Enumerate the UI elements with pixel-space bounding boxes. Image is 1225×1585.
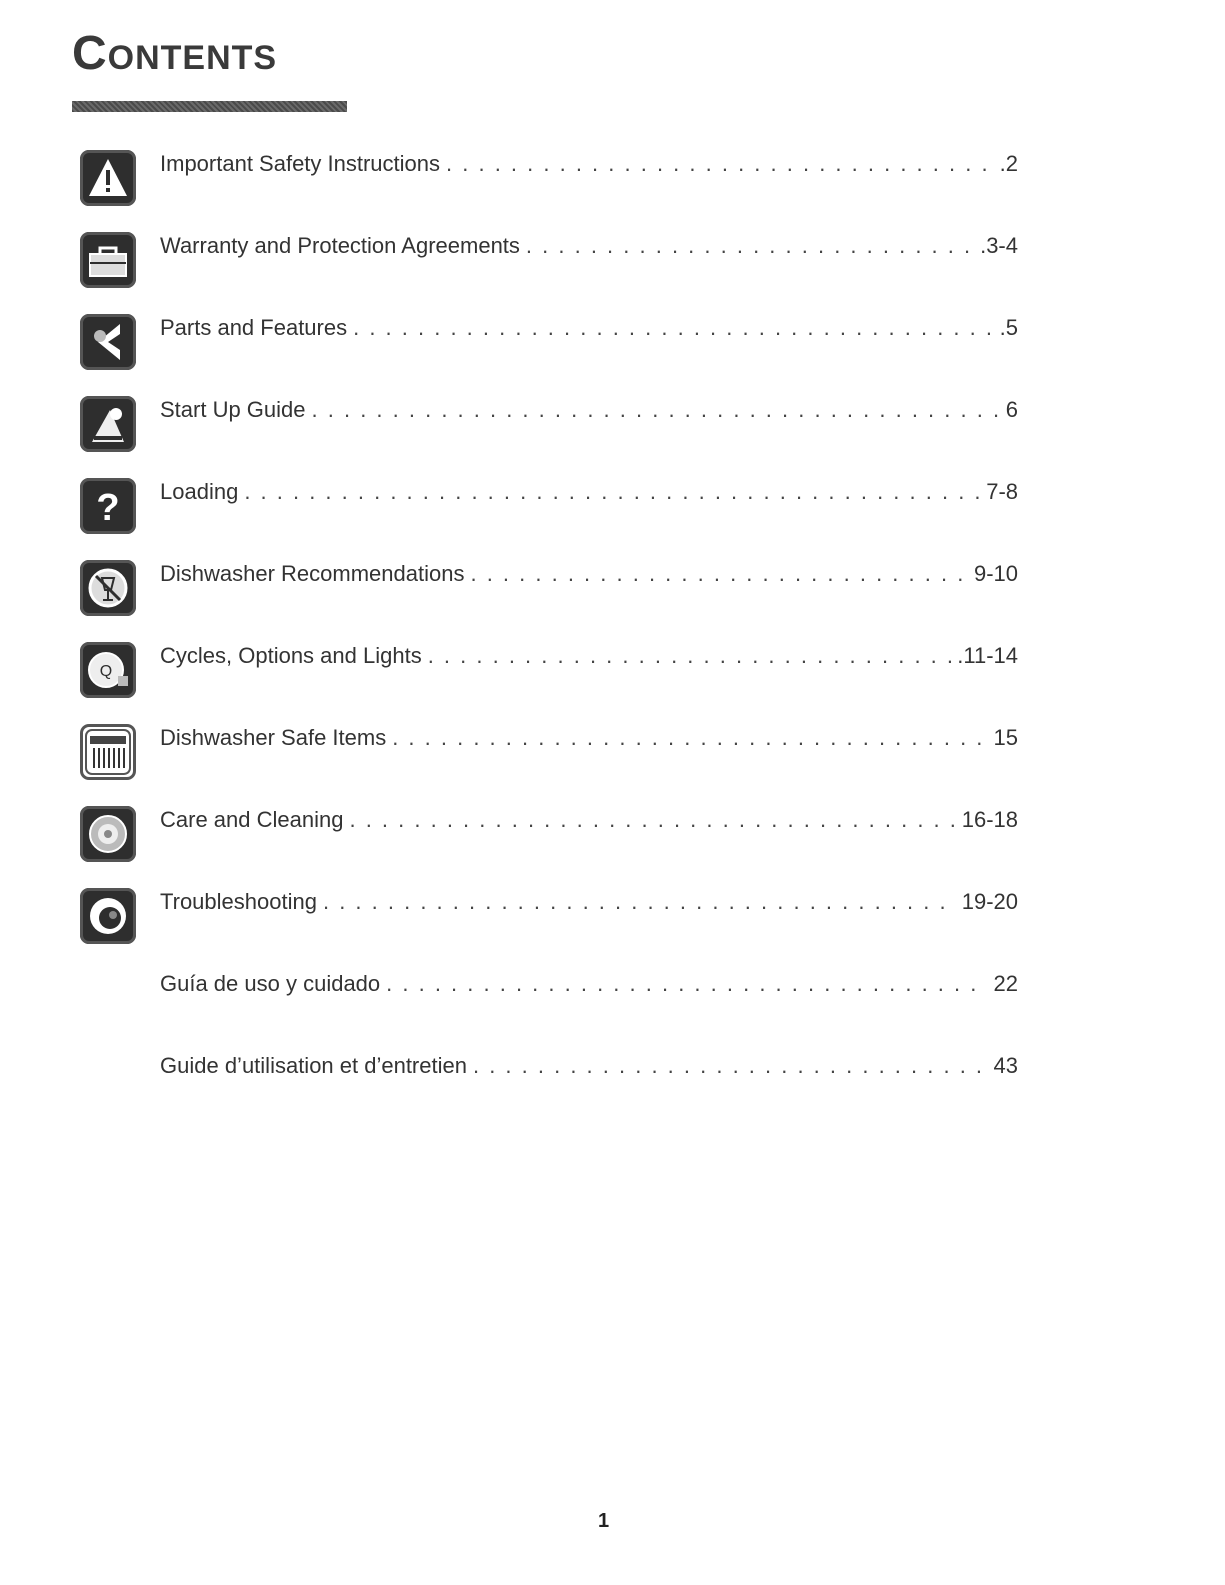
toc-label: Warranty and Protection Agreements — [160, 233, 520, 258]
toc-entry-warranty[interactable] — [80, 232, 1020, 292]
arrow-icon — [80, 314, 136, 370]
toc-entry-safety[interactable] — [80, 150, 1020, 210]
toc-entry-care[interactable] — [80, 806, 1020, 866]
page-number: 1 — [598, 1510, 610, 1532]
toc-label: Guía de uso y cuidado — [160, 971, 381, 996]
toc-page: 19-20 — [961, 889, 1018, 914]
toc-entry-recommendations[interactable] — [80, 560, 1020, 620]
toc-label: Important Safety Instructions — [160, 151, 441, 176]
toc-entry-french-guide[interactable] — [80, 1052, 1020, 1112]
toc-entry-start-up[interactable] — [80, 396, 1020, 456]
toc-page: .5 — [999, 315, 1018, 340]
toc-label: Dishwasher Recommendations — [160, 561, 465, 586]
dot-leader — [392, 724, 987, 752]
toc-label: Dishwasher Safe Items — [160, 725, 387, 750]
warning-icon — [80, 150, 136, 206]
toc-page: .2 — [999, 151, 1018, 176]
dot-leader — [470, 560, 967, 588]
toc-page: 7-8 — [986, 479, 1018, 504]
toc-page: .11-14 — [957, 643, 1018, 668]
no-glass-icon — [80, 560, 136, 616]
question-icon — [80, 478, 136, 534]
toc-entry-spanish-guide[interactable] — [80, 970, 1020, 1030]
cleaning-icon — [80, 806, 136, 862]
dot-leader — [349, 806, 955, 834]
rack-icon — [80, 724, 136, 780]
start-icon — [80, 396, 136, 452]
dot-leader — [473, 1052, 988, 1080]
toolbox-icon — [80, 232, 136, 288]
toc-label: Care and Cleaning — [160, 807, 344, 832]
toc-label: Loading — [160, 479, 239, 504]
toc-label: Start Up Guide — [160, 397, 306, 422]
dot-leader — [386, 970, 987, 998]
dot-leader — [428, 642, 952, 670]
page-title: Contents — [72, 27, 278, 80]
toc-page: .3-4 — [980, 233, 1018, 258]
dot-leader — [446, 150, 994, 178]
troubleshoot-icon — [80, 888, 136, 944]
toc-entry-cycles[interactable] — [80, 642, 1020, 702]
toc-page: 22 — [993, 971, 1018, 996]
toc-entry-troubleshooting[interactable] — [80, 888, 1020, 948]
toc-label: Parts and Features — [160, 315, 348, 340]
dot-leader — [312, 396, 1000, 424]
svg-text:?: ? — [96, 487, 120, 529]
toc-page: 15 — [993, 725, 1018, 750]
toc-entry-safe-items[interactable] — [80, 724, 1020, 784]
dot-leader — [244, 478, 980, 506]
toc-entry-parts[interactable] — [80, 314, 1020, 374]
toc-page: 16-18 — [961, 807, 1018, 832]
dot-leader — [323, 888, 956, 916]
dot-leader — [526, 232, 974, 260]
svg-text:Q: Q — [99, 663, 113, 680]
dot-leader — [353, 314, 994, 342]
toc-page: 9-10 — [973, 561, 1018, 586]
toc-label: Cycles, Options and Lights — [160, 643, 422, 668]
toc-label: Troubleshooting — [160, 889, 317, 914]
toc-page: 6 — [1005, 397, 1018, 422]
toc-page: 43 — [993, 1053, 1018, 1078]
toc-label: Guide d’utilisation et d’entretien — [160, 1053, 467, 1078]
dial-icon — [80, 642, 136, 698]
toc-entry-loading[interactable] — [80, 478, 1020, 538]
